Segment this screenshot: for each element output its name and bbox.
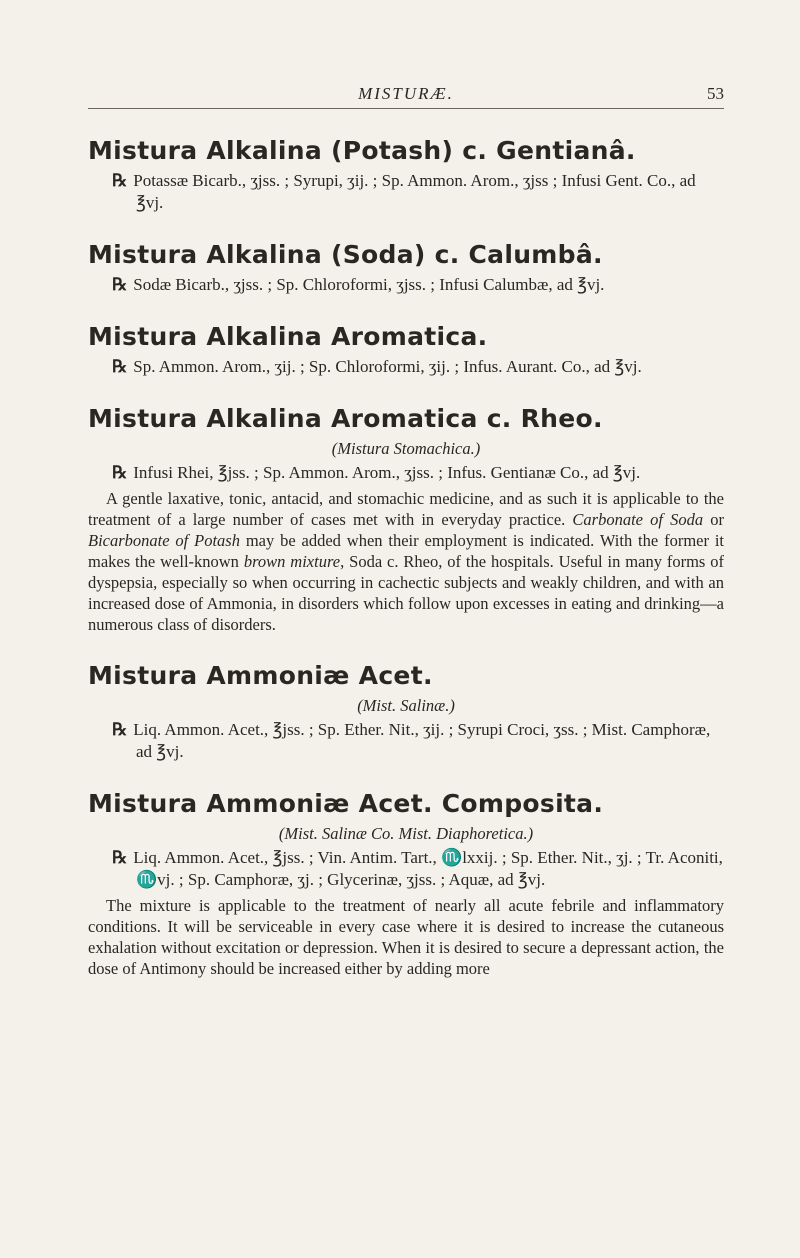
recipe-heading: Mistura Ammoniæ Acet. [88, 661, 433, 690]
note-text: may be added when their employment is indicated. With the former it makes the well-known [88, 531, 725, 571]
recipe-synonym: (Mistura Stomachica.) [331, 439, 481, 458]
recipe-formula [112, 847, 724, 891]
recipe-symbol-icon: ℞ [112, 848, 128, 867]
recipe-formula [112, 462, 724, 484]
note-emphasis: Carbonate of Soda [572, 510, 704, 529]
recipe-section [88, 322, 724, 378]
recipe-synonym: (Mist. Salinæ Co. Mist. Diaphoretica.) [278, 824, 534, 843]
formula-text: Sodæ Bicarb., ʒjss. ; Sp. Chloroformi, ʒjss. ; Infusi Calumbæ, ad ℥vj. [133, 275, 605, 294]
recipe-symbol-icon: ℞ [112, 720, 128, 739]
recipe-note [88, 488, 724, 635]
recipe-heading: Mistura Ammoniæ Acet. Composita. [88, 789, 604, 818]
recipe-formula [112, 356, 724, 378]
recipe-note [88, 895, 724, 979]
recipe-formula [112, 719, 724, 763]
recipe-section [88, 240, 724, 296]
recipe-formula [112, 170, 724, 214]
running-head-title: MISTURÆ. [358, 84, 454, 103]
recipe-formula [112, 274, 724, 296]
recipe-symbol-icon: ℞ [112, 357, 128, 376]
recipe-symbol-icon: ℞ [112, 275, 128, 294]
recipe-symbol-icon: ℞ [112, 463, 128, 482]
note-text: A gentle laxative, tonic, antacid, and stomachic medicine, and as such it is applicable to the treatment of a large number of cases met with in everyday practice. [88, 489, 724, 529]
recipe-section [88, 136, 724, 214]
recipe-heading: Mistura Alkalina Aromatica c. Rheo. [88, 404, 603, 433]
note-emphasis: Bicarbonate of Potash [88, 531, 240, 550]
recipe-symbol-icon: ℞ [112, 171, 128, 190]
formula-text: Infusi Rhei, ℥jss. ; Sp. Ammon. Arom., ʒjss. ; Infus. Gentianæ Co., ad ℥vj. [133, 463, 641, 482]
formula-text: Liq. Ammon. Acet., ℥jss. ; Sp. Ether. Nit., ʒij. ; Syrupi Croci, ʒss. ; Mist. Camphoræ, ad ℥vj. [133, 720, 711, 761]
recipe-section [88, 661, 724, 763]
recipe-section [88, 789, 724, 979]
note-emphasis: brown mixture [243, 552, 341, 571]
recipe-heading: Mistura Alkalina (Soda) c. Calumbâ. [88, 240, 603, 269]
recipe-heading: Mistura Alkalina Aromatica. [88, 322, 488, 351]
page-number: 53 [707, 84, 724, 103]
running-head [88, 84, 724, 109]
recipe-section [88, 404, 724, 635]
formula-text: Potassæ Bicarb., ʒjss. ; Syrupi, ʒij. ; Sp. Ammon. Arom., ʒjss ; Infusi Gent. Co., ad ℥vj. [133, 171, 696, 212]
formula-text: Sp. Ammon. Arom., ʒij. ; Sp. Chloroformi, ʒij. ; Infus. Aurant. Co., ad ℥vj. [133, 357, 642, 376]
note-text: or [703, 510, 724, 529]
recipe-list [88, 136, 724, 1005]
formula-text: Liq. Ammon. Acet., ℥jss. ; Vin. Antim. Tart., ♏lxxij. ; Sp. Ether. Nit., ʒj. ; Tr. Aconiti, ♏vj. ; Sp. Camphoræ, ʒj. ; Glycerinæ, ʒjss. ; Aquæ, ad ℥vj. [133, 848, 723, 889]
note-text: , Soda c. Rheo, of the hospitals. Useful in many forms of dyspepsia, especially so when occurring in cachectic subjects and weakly children, and with an increased dose of Ammonia, in disorders which follow upon excesses in eating and drinking—a numerous class of disorders. [88, 552, 724, 634]
recipe-heading: Mistura Alkalina (Potash) c. Gentianâ. [88, 136, 636, 165]
recipe-synonym: (Mist. Salinæ.) [357, 696, 455, 715]
note-text: The mixture is applicable to the treatment of nearly all acute febrile and inflammatory conditions. It will be serviceable in every case where it is desired to increase the cutaneous exhalation without excitation or depression. When it is desired to secure a depressant action, the dose of Antimony should be increased either by adding more [88, 896, 724, 978]
